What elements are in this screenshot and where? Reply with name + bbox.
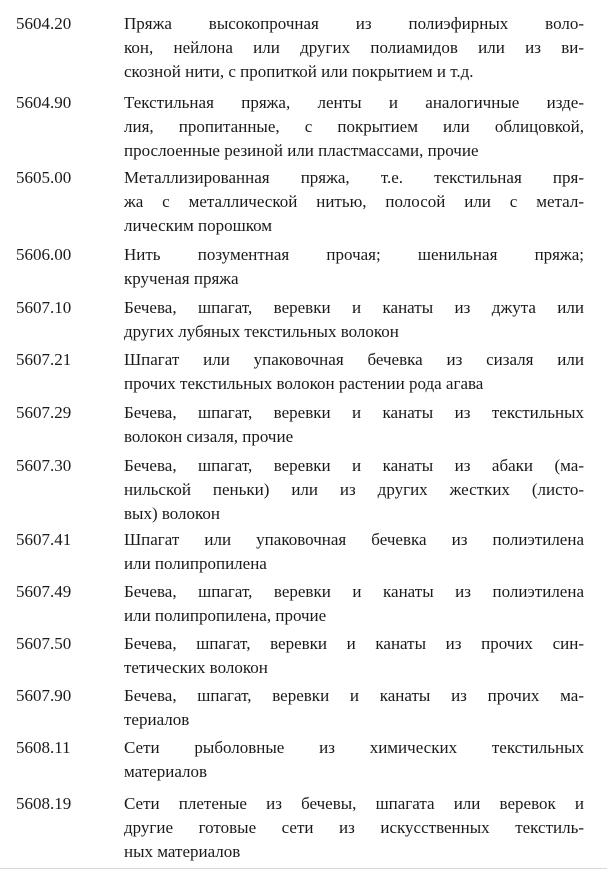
description-line: кон, нейлона или других полиамидов или из ви- <box>124 38 584 57</box>
description-line: Бечева, шпагат, веревки и канаты из текстильных <box>124 403 584 422</box>
description-line: крученая пряжа <box>124 269 239 288</box>
description-line: Бечева, шпагат, веревки и канаты из абаки (ма- <box>124 456 584 475</box>
description-line: Сети плетеные из бечевы, шпагата или веревок и <box>124 794 584 813</box>
hs-code: 5607.41 <box>16 530 72 549</box>
hs-code: 5606.00 <box>16 245 72 264</box>
entry-description <box>124 91 584 163</box>
description-line: Металлизированная пряжа, т.е. текстильная пря- <box>124 168 584 187</box>
description-line: лическим порошком <box>124 216 273 235</box>
entry-description <box>124 166 584 238</box>
entry-description <box>124 632 584 680</box>
description-line: лия, пропитанные, с покрытием или облицовкой, <box>124 117 584 136</box>
hs-code: 5608.19 <box>16 794 72 813</box>
description-line: Текстильная пряжа, ленты и аналогичные изде- <box>124 93 584 112</box>
description-line: или полипропилена, прочие <box>124 606 327 625</box>
entry-description <box>124 401 584 449</box>
description-line: териалов <box>124 710 190 729</box>
description-line: другие готовые сети из искусственных текстиль- <box>124 818 584 837</box>
hs-code: 5605.00 <box>16 168 72 187</box>
description-line: Шпагат или упаковочная бечевка из сизаля или <box>124 350 584 369</box>
hs-code: 5607.10 <box>16 298 72 317</box>
description-line: нильской пеньки) или из других жестких (листо- <box>124 480 584 499</box>
description-line: жа с металлической нитью, полосой или с метал- <box>124 192 584 211</box>
hs-code: 5607.21 <box>16 350 72 369</box>
entry-description <box>124 792 584 864</box>
description-line: Бечева, шпагат, веревки и канаты из прочих син- <box>124 634 584 653</box>
description-line: других лубяных текстильных волокон <box>124 322 399 341</box>
hs-code: 5604.20 <box>16 14 72 33</box>
description-line: Пряжа высокопрочная из полиэфирных воло- <box>124 14 584 33</box>
description-line: вых) волокон <box>124 504 221 523</box>
description-line: или полипропилена <box>124 554 267 573</box>
description-line: скозной нити, с пропиткой или покрытием и т.д. <box>124 62 474 81</box>
entry-description <box>124 348 584 396</box>
description-line: ных материалов <box>124 842 241 861</box>
hs-code: 5607.30 <box>16 456 72 475</box>
hs-code: 5607.29 <box>16 403 72 422</box>
description-line: Бечева, шпагат, веревки и канаты из джута или <box>124 298 584 317</box>
hs-code: 5607.90 <box>16 686 72 705</box>
entry-description <box>124 736 584 784</box>
entry-description <box>124 12 584 84</box>
description-line: материалов <box>124 762 208 781</box>
entry-description <box>124 243 584 291</box>
description-line: тетических волокон <box>124 658 268 677</box>
hs-code: 5607.50 <box>16 634 72 653</box>
description-line: Сети рыболовные из химических текстильных <box>124 738 584 757</box>
entry-description <box>124 528 584 576</box>
entry-description <box>124 580 584 628</box>
description-line: волокон сизаля, прочие <box>124 427 294 446</box>
description-line: Шпагат или упаковочная бечевка из полиэтилена <box>124 530 584 549</box>
entry-description <box>124 296 584 344</box>
description-line: Бечева, шпагат, веревки и канаты из полиэтилена <box>124 582 584 601</box>
page-bottom-edge <box>0 868 607 869</box>
description-line: прослоенные резиной или пластмассами, прочие <box>124 141 479 160</box>
hs-code: 5607.49 <box>16 582 72 601</box>
description-line: Бечева, шпагат, веревки и канаты из прочих ма- <box>124 686 584 705</box>
description-line: Нить позументная прочая; шенильная пряжа; <box>124 245 584 264</box>
entry-description <box>124 454 584 526</box>
entry-description <box>124 684 584 732</box>
description-line: прочих текстильных волокон растении рода агава <box>124 374 484 393</box>
hs-code: 5608.11 <box>16 738 71 757</box>
hs-code: 5604.90 <box>16 93 72 112</box>
